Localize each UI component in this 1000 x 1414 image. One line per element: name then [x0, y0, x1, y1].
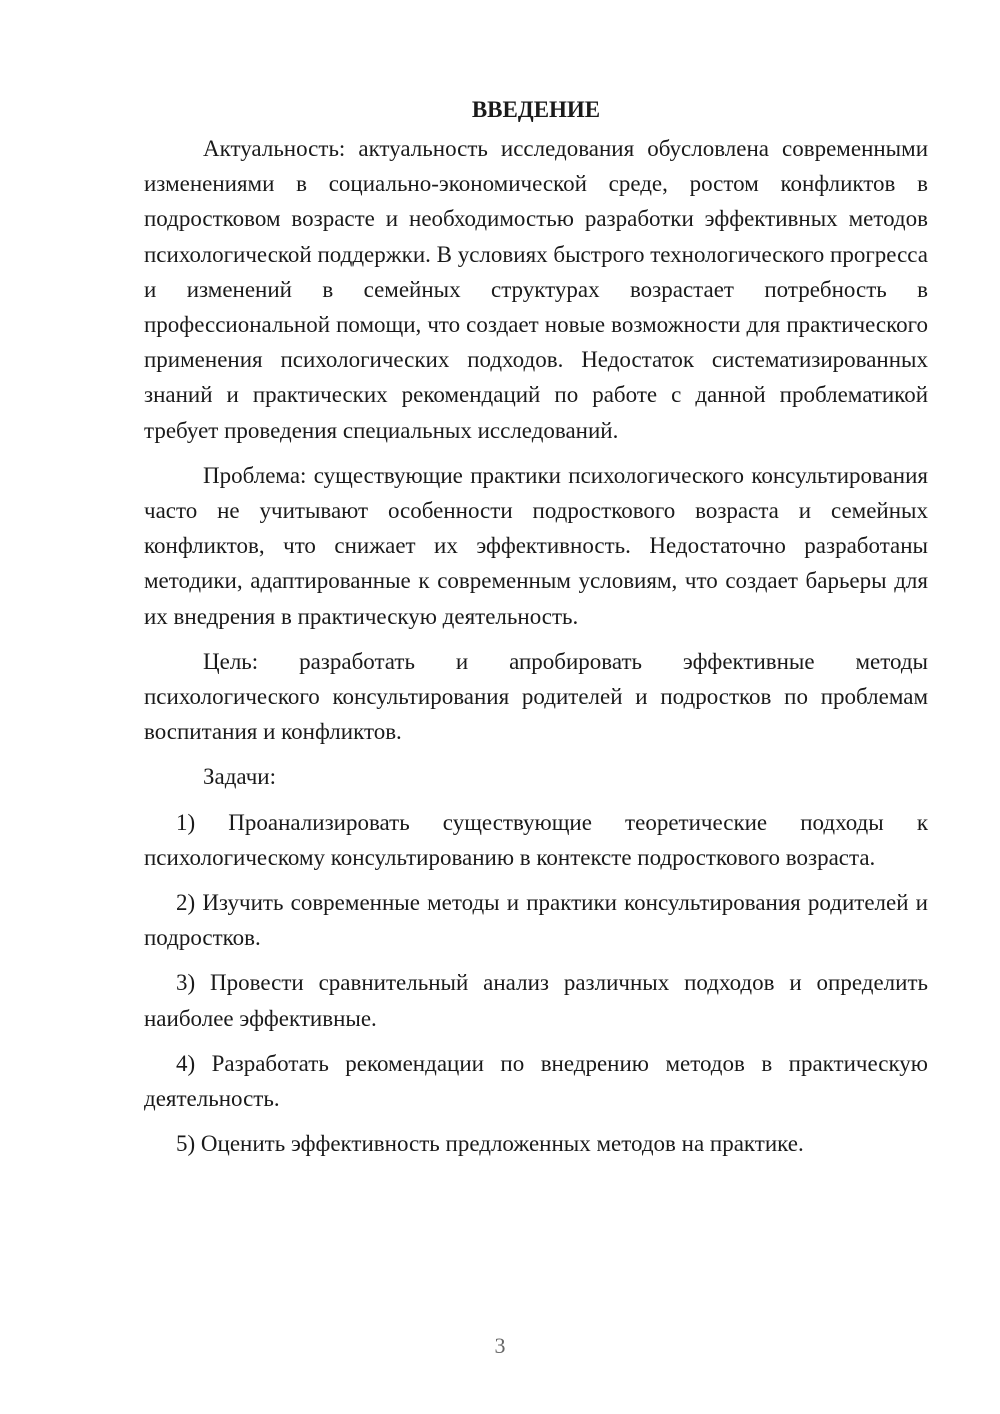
document-page	[144, 92, 928, 1171]
page-title: ВВЕДЕНИЕ	[471, 97, 601, 122]
problem-paragraph: Проблема: существующие практики психологического консультирования часто не учитывают особенности подросткового возраста и семейных конфликтов, что снижает их эффективность. Недостаточно разработаны методики, адаптированные к современным условиям, что создает барьеры для их внедрения в практическую деятельность.	[144, 462, 928, 629]
list-item: 2) Изучить современные методы и практики консультирования родителей и подростков.	[144, 890, 928, 951]
page-number: 3	[494, 1333, 506, 1358]
list-item: 3) Провести сравнительный анализ различных подходов и определить наиболее эффективные.	[144, 970, 928, 1031]
list-item: 1) Проанализировать существующие теоретические подходы к психологическому консультированию в контексте подросткового возраста.	[144, 809, 928, 870]
list-item: 4) Разработать рекомендации по внедрению методов в практическую деятельность.	[144, 1050, 928, 1112]
tasks-list	[144, 805, 928, 1162]
tasks-label: Задачи:	[203, 764, 276, 790]
relevance-paragraph: Актуальность: актуальность исследования обусловлена современными изменениями в социально-экономической среде, ростом конфликтов в подростковом возрасте и необходимостью разработки эффективных методов психологической поддержки. В условиях быстрого технологического прогресса и изменений в семейных структурах возрастает потребность в профессиональной помощи, что создает новые возможности для практического применения психологических подходов. Недостаток систематизированных знаний и практических рекомендаций по работе с данной проблематикой требует проведения специальных исследований.	[144, 136, 928, 443]
goal-paragraph: Цель: разработать и апробировать эффективные методы психологического консультирования родителей и подростков по проблемам воспитания и конфликтов.	[144, 648, 928, 745]
list-item: 5) Оценить эффективность предложенных методов на практике.	[176, 1131, 804, 1157]
